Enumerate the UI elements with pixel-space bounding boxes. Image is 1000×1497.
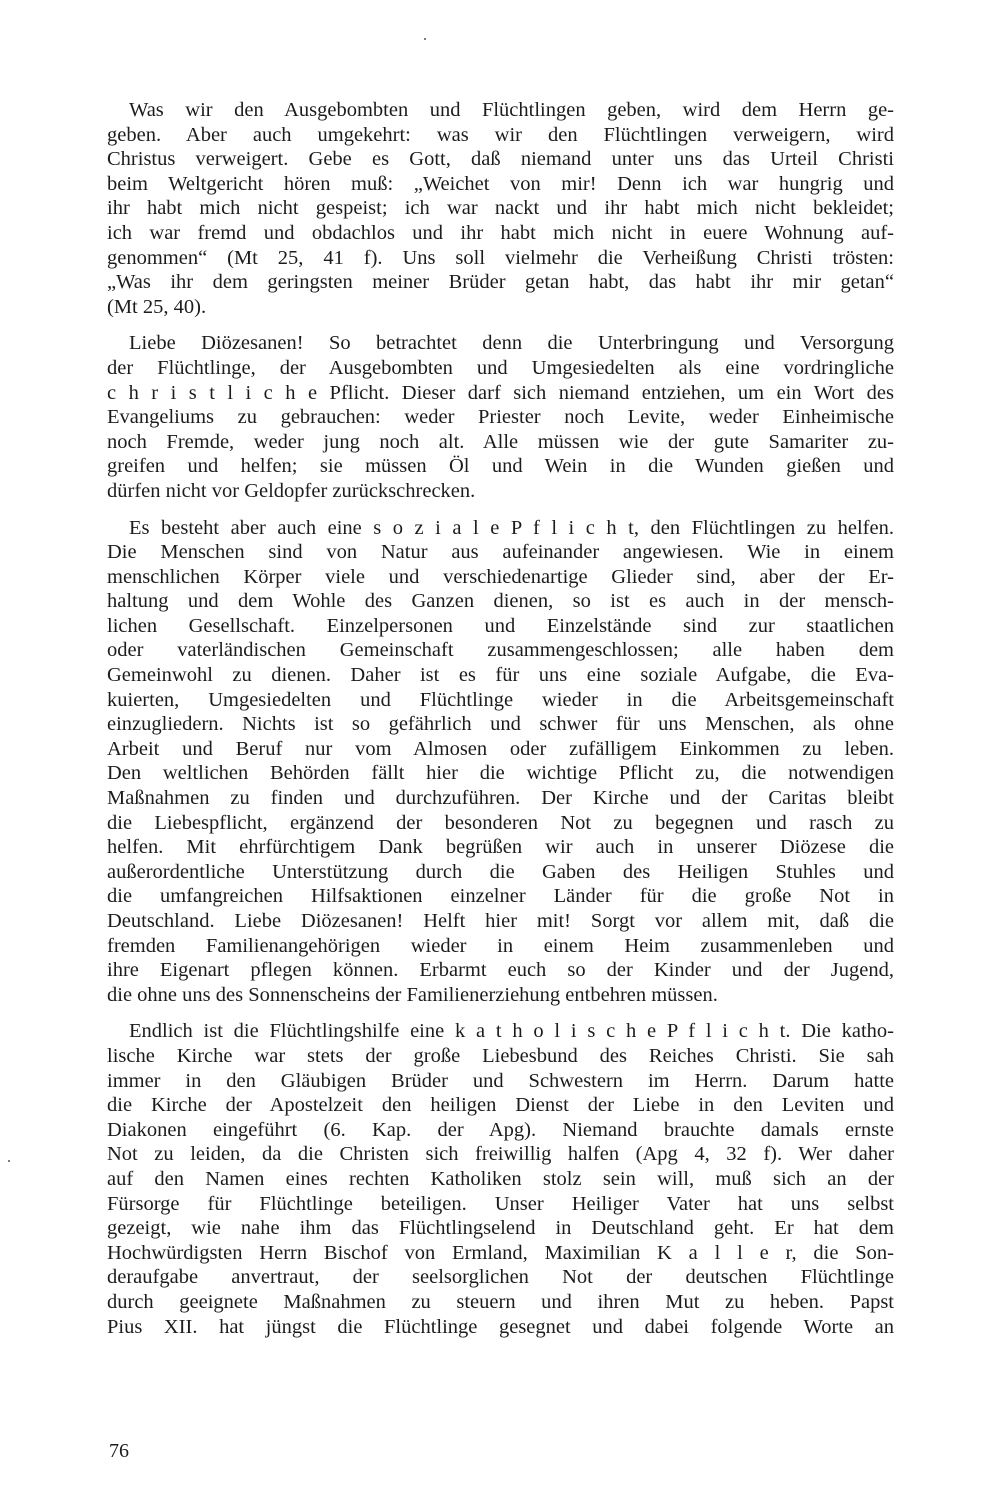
text-line: durch geeignete Maßnahmen zu steuern und ihren Mut zu heben. Papst xyxy=(107,1290,894,1313)
text-line: (Mt 25, 40). xyxy=(107,295,207,318)
text-line: c h r i s t l i c h e Pflicht. Dieser darf sich niemand entziehen, um ein Wort des xyxy=(107,381,894,404)
text-line: Den weltlichen Behörden fällt hier die wichtige Pflicht zu, die notwendigen xyxy=(107,762,894,785)
text-line: ihr habt mich nicht gespeist; ich war nackt und ihr habt mich nicht bekleidet; xyxy=(107,197,894,220)
text-line: lische Kirche war stets der große Liebesbund des Reiches Christi. Sie sah xyxy=(107,1044,894,1067)
scan-speck xyxy=(8,1160,10,1162)
text-line: Maßnahmen zu finden und durchzuführen. Der Kirche und der Caritas bleibt xyxy=(107,787,894,810)
page-body xyxy=(107,98,894,1351)
text-line: oder vaterländischen Gemeinschaft zusammengeschlossen; alle haben dem xyxy=(107,639,894,662)
paragraph-4 xyxy=(107,1019,894,1339)
text-line: helfen. Mit ehrfürchtigem Dank begrüßen wir auch in unserer Diözese die xyxy=(107,836,894,859)
text-line: außerordentliche Unterstützung durch die Gaben des Heiligen Stuhles und xyxy=(107,860,894,883)
text-line: die ohne uns des Sonnenscheins der Familienerziehung entbehren müssen. xyxy=(107,983,718,1006)
text-line: immer in den Gläubigen Brüder und Schwestern im Herrn. Darum hatte xyxy=(107,1069,894,1092)
text-line: ich war fremd und obdachlos und ihr habt mich nicht in euere Wohnung auf- xyxy=(107,221,894,244)
paragraph-3 xyxy=(107,516,894,1008)
text-line: Was wir den Ausgebombten und Flüchtlingen geben, wird dem Herrn ge- xyxy=(129,99,894,121)
text-line: Pius XII. hat jüngst die Flüchtlinge gesegnet und dabei folgende Worte an xyxy=(107,1315,894,1338)
text-line: dürfen nicht vor Geldopfer zurückschrecken. xyxy=(107,479,476,502)
text-line: einzugliedern. Nichts ist so gefährlich und schwer für uns Menschen, als ohne xyxy=(107,713,894,736)
text-line: Evangeliums zu gebrauchen: weder Priester noch Levite, weder Einheimische xyxy=(107,406,894,429)
text-line: der Flüchtlinge, der Ausgebombten und Umgesiedelten als eine vordringliche xyxy=(107,356,894,379)
text-line: Die Menschen sind von Natur aus aufeinander angewiesen. Wie in einem xyxy=(107,541,894,564)
text-line: Deutschland. Liebe Diözesanen! Helft hier mit! Sorgt vor allem mit, daß die xyxy=(107,910,894,932)
text-line: Not zu leiden, da die Christen sich freiwillig halfen (Apg 4, 32 f). Wer daher xyxy=(107,1143,894,1166)
text-line: Arbeit und Beruf nur vom Almosen oder zufälligem Einkommen zu leben. xyxy=(107,737,894,760)
text-line: Es besteht aber auch eine s o z i a l e P f l i c h t, den Flüchtlingen zu helfen. xyxy=(129,516,894,539)
paragraph-2 xyxy=(107,331,894,503)
scan-speck xyxy=(424,38,426,40)
text-line: geben. Aber auch umgekehrt: was wir den Flüchtlingen verweigern, wird xyxy=(107,123,894,146)
text-line: die umfangreichen Hilfsaktionen einzelner Länder für die große Not in xyxy=(107,885,894,908)
text-line: menschlichen Körper viele und verschiedenartige Glieder sind, aber der Er- xyxy=(107,565,894,588)
text-line: greifen und helfen; sie müssen Öl und Wein in die Wunden gießen und xyxy=(107,455,894,478)
text-line: Endlich ist die Flüchtlingshilfe eine k a t h o l i s c h e P f l i c h t. Die katho- xyxy=(129,1020,894,1043)
text-line: fremden Familienangehörigen wieder in einem Heim zusammenleben und xyxy=(107,934,894,957)
text-line: Fürsorge für Flüchtlinge beteiligen. Unser Heiliger Vater hat uns selbst xyxy=(107,1192,894,1215)
text-line: Diakonen eingeführt (6. Kap. der Apg). Niemand brauchte damals ernste xyxy=(107,1118,894,1141)
text-line: Gemeinwohl zu dienen. Daher ist es für uns eine soziale Aufgabe, die Eva- xyxy=(107,664,894,687)
paragraph-1 xyxy=(107,98,894,319)
text-line: kuierten, Umgesiedelten und Flüchtlinge wieder in die Arbeitsgemeinschaft xyxy=(107,688,894,711)
text-line: deraufgabe anvertraut, der seelsorglichen Not der deutschen Flüchtlinge xyxy=(107,1266,894,1289)
text-line: die Liebespflicht, ergänzend der besonderen Not zu begegnen und rasch zu xyxy=(107,811,894,834)
text-line: haltung und dem Wohle des Ganzen dienen, so ist es auch in der mensch- xyxy=(107,590,894,613)
text-line: „Was ihr dem geringsten meiner Brüder getan habt, das habt ihr mir getan“ xyxy=(107,271,894,294)
text-line: genommen“ (Mt 25, 41 f). Uns soll vielmehr die Verheißung Christi trösten: xyxy=(107,246,894,269)
text-line: Christus verweigert. Gebe es Gott, daß niemand unter uns das Urteil Christi xyxy=(107,148,894,171)
text-line: noch Fremde, weder jung noch alt. Alle müssen wie der gute Samariter zu- xyxy=(107,430,894,453)
page-number: 76 xyxy=(109,1440,129,1462)
text-line: Hochwürdigsten Herrn Bischof von Ermland, Maximilian K a l l e r, die Son- xyxy=(107,1241,894,1264)
text-line: beim Weltgericht hören muß: „Weichet von mir! Denn ich war hungrig und xyxy=(107,172,894,195)
text-line: lichen Gesellschaft. Einzelpersonen und Einzelstände sind zur staatlichen xyxy=(107,614,894,637)
text-line: die Kirche der Apostelzeit den heiligen Dienst der Liebe in den Leviten und xyxy=(107,1094,894,1117)
text-line: gezeigt, wie nahe ihm das Flüchtlingselend in Deutschland geht. Er hat dem xyxy=(107,1217,894,1240)
text-line: Liebe Diözesanen! So betrachtet denn die Unterbringung und Versorgung xyxy=(129,332,894,355)
text-line: auf den Namen eines rechten Katholiken stolz sein will, muß sich an der xyxy=(107,1167,894,1190)
text-line: ihre Eigenart pflegen können. Erbarmt euch so der Kinder und der Jugend, xyxy=(107,959,894,982)
